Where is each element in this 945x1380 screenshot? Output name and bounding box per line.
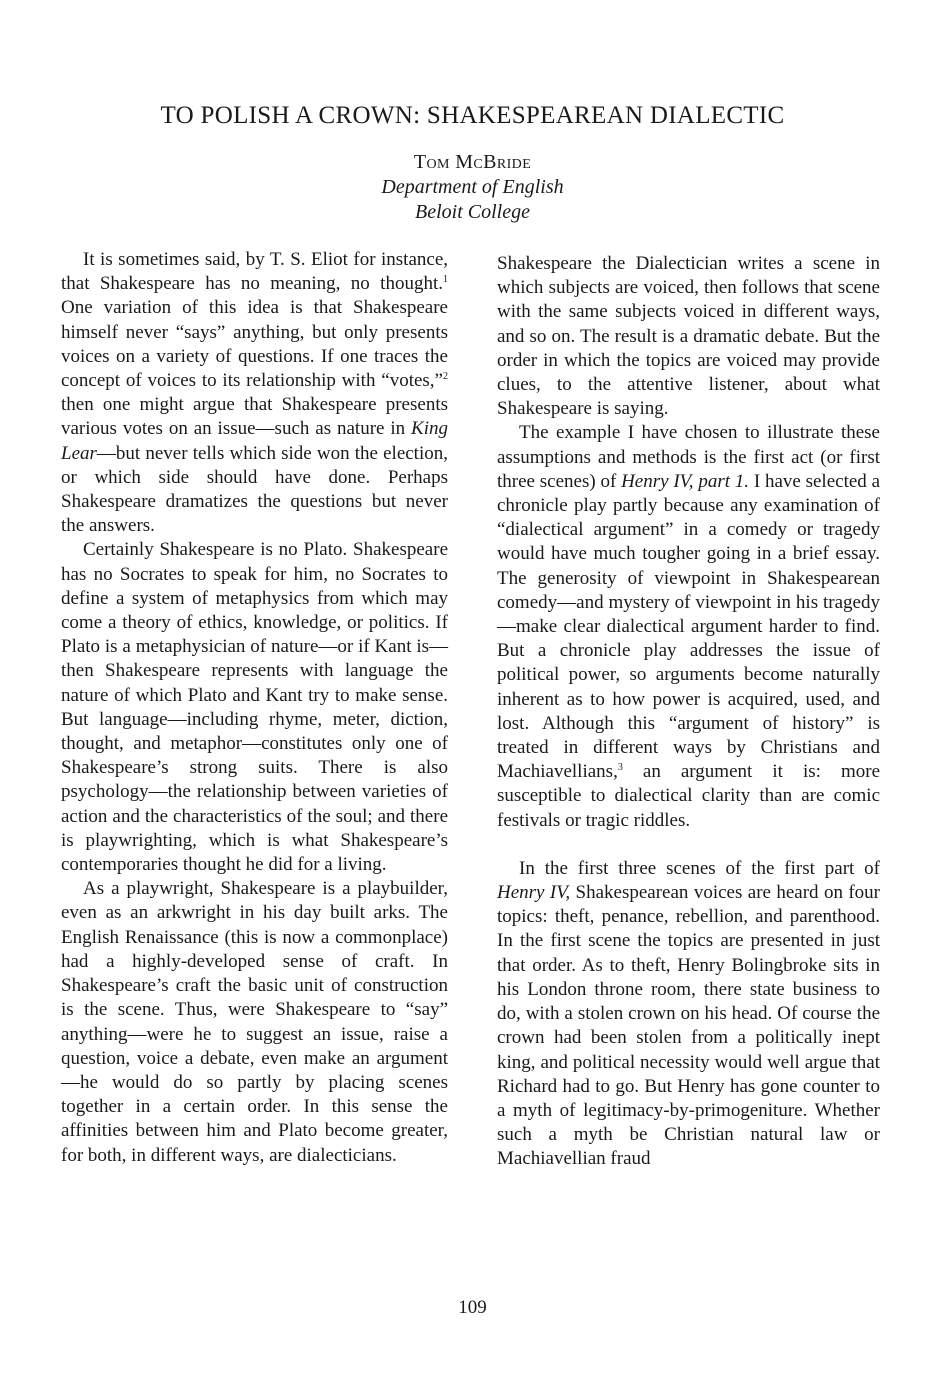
- author-name: Tom McBride: [413, 151, 532, 173]
- author-department: Department of English: [381, 176, 564, 198]
- footnote-marker: 2: [443, 371, 448, 383]
- author-institution: Beloit College: [415, 201, 530, 223]
- paragraph: As a playwright, Shakespeare is a playbuilder, even as an arkwright in his day built arks. The English Renaissance (this is now a commonplace) had a highly-developed sense of craft. In Shakespeare’s craft the basic unit of construction is the scene. Thus, were Shakespeare to “say” anything—were he to suggest an issue, raise a question, voice a debate, even make an argument—he would do so partly by placing scenes together in a certain order. In this sense the affinities between him and Plato become greater, for both, in different ways, are dialecticians.: [61, 878, 448, 1166]
- left-column: [61, 248, 448, 1168]
- right-column: [497, 252, 880, 1172]
- paragraph: In the first three scenes of the first part of Henry IV, Shakespearean voices are heard on four topics: theft, penance, rebellion, and parenthood. In the first scene the topics are presented in just that order. As to theft, Henry Bolingbroke sits in his London throne room, there state business to do, with a stolen crown on his head. Of course the crown had been stolen from a politically inept king, and political necessity would well argue that Richard had to go. But Henry has gone counter to a myth of legitimacy-by-primogeniture. Whether such a myth be Christian natural law or Machiavellian fraud: [497, 857, 881, 1170]
- paragraph: The example I have chosen to illustrate these assumptions and methods is the first act (or first three scenes) of Henry IV, part 1. I have selected a chronicle play partly because any examination of “dialectical argument” in a comedy or tragedy would have much tougher going in a brief essay. The generosity of viewpoint in Shakespearean comedy—and mystery of viewpoint in his tragedy—make clear dialectical argument harder to find. But a chronicle play addresses the issue of political power, so arguments become naturally inherent as to how power is acquired, used, and lost. Although this “argument of history” is treated in different ways by Christians and Machiavellians,$^3$ an argument it is: more susceptible to dialectical clarity than are comic festivals or tragic riddles.: [497, 422, 881, 831]
- footnote-marker: 3: [617, 762, 623, 774]
- paragraph: Certainly Shakespeare is no Plato. Shakespeare has no Socrates to speak for him, no Socrates to define a system of metaphysics from which may come a theory of ethics, knowledge, or politics. If Plato is a metaphysician of nature—or if Kant is—then Shakespeare represents with language the nature of which Plato and Kant try to make sense. But language—including rhyme, meter, diction, thought, and metaphor—constitutes only one of Shakespeare’s strong suits. There is also psychology—the relationship between varieties of action and the characteristics of the soul; and there is playwrighting, which is what Shakespeare’s contemporaries thought he did for a living.: [61, 539, 448, 876]
- footnote-marker: 1: [443, 274, 448, 286]
- paragraph: It is sometimes said, by T. S. Eliot for instance, that Shakespeare has no meaning, no thought.$^1$ One variation of this idea is that Shakespeare himself never “says” anything, but only presents voices on a variety of questions. If one traces the concept of voices to its relationship with “votes,”$^2$ then one might argue that Shakespeare presents various votes on an issue—such as nature in King Lear—but never tells which side won the election, or which side should have done. Perhaps Shakespeare dramatizes the questions but never the answers.: [61, 249, 448, 537]
- byline: [0, 150, 945, 225]
- play-title: King Lear: [61, 418, 448, 464]
- play-title: Henry IV, part 1.: [621, 470, 750, 492]
- article-title: TO POLISH A CROWN: SHAKESPEAREAN DIALECTIC: [160, 102, 785, 129]
- play-title: Henry IV,: [497, 882, 571, 904]
- paragraph: Shakespeare the Dialectician writes a scene in which subjects are voiced, then follows that scene with the same subjects voiced in different ways, and so on. The result is a dramatic debate. But the order in which the topics are voiced may provide clues, to the attentive listener, about what Shakespeare is saying.: [497, 253, 880, 420]
- page-number: 109: [458, 1297, 487, 1318]
